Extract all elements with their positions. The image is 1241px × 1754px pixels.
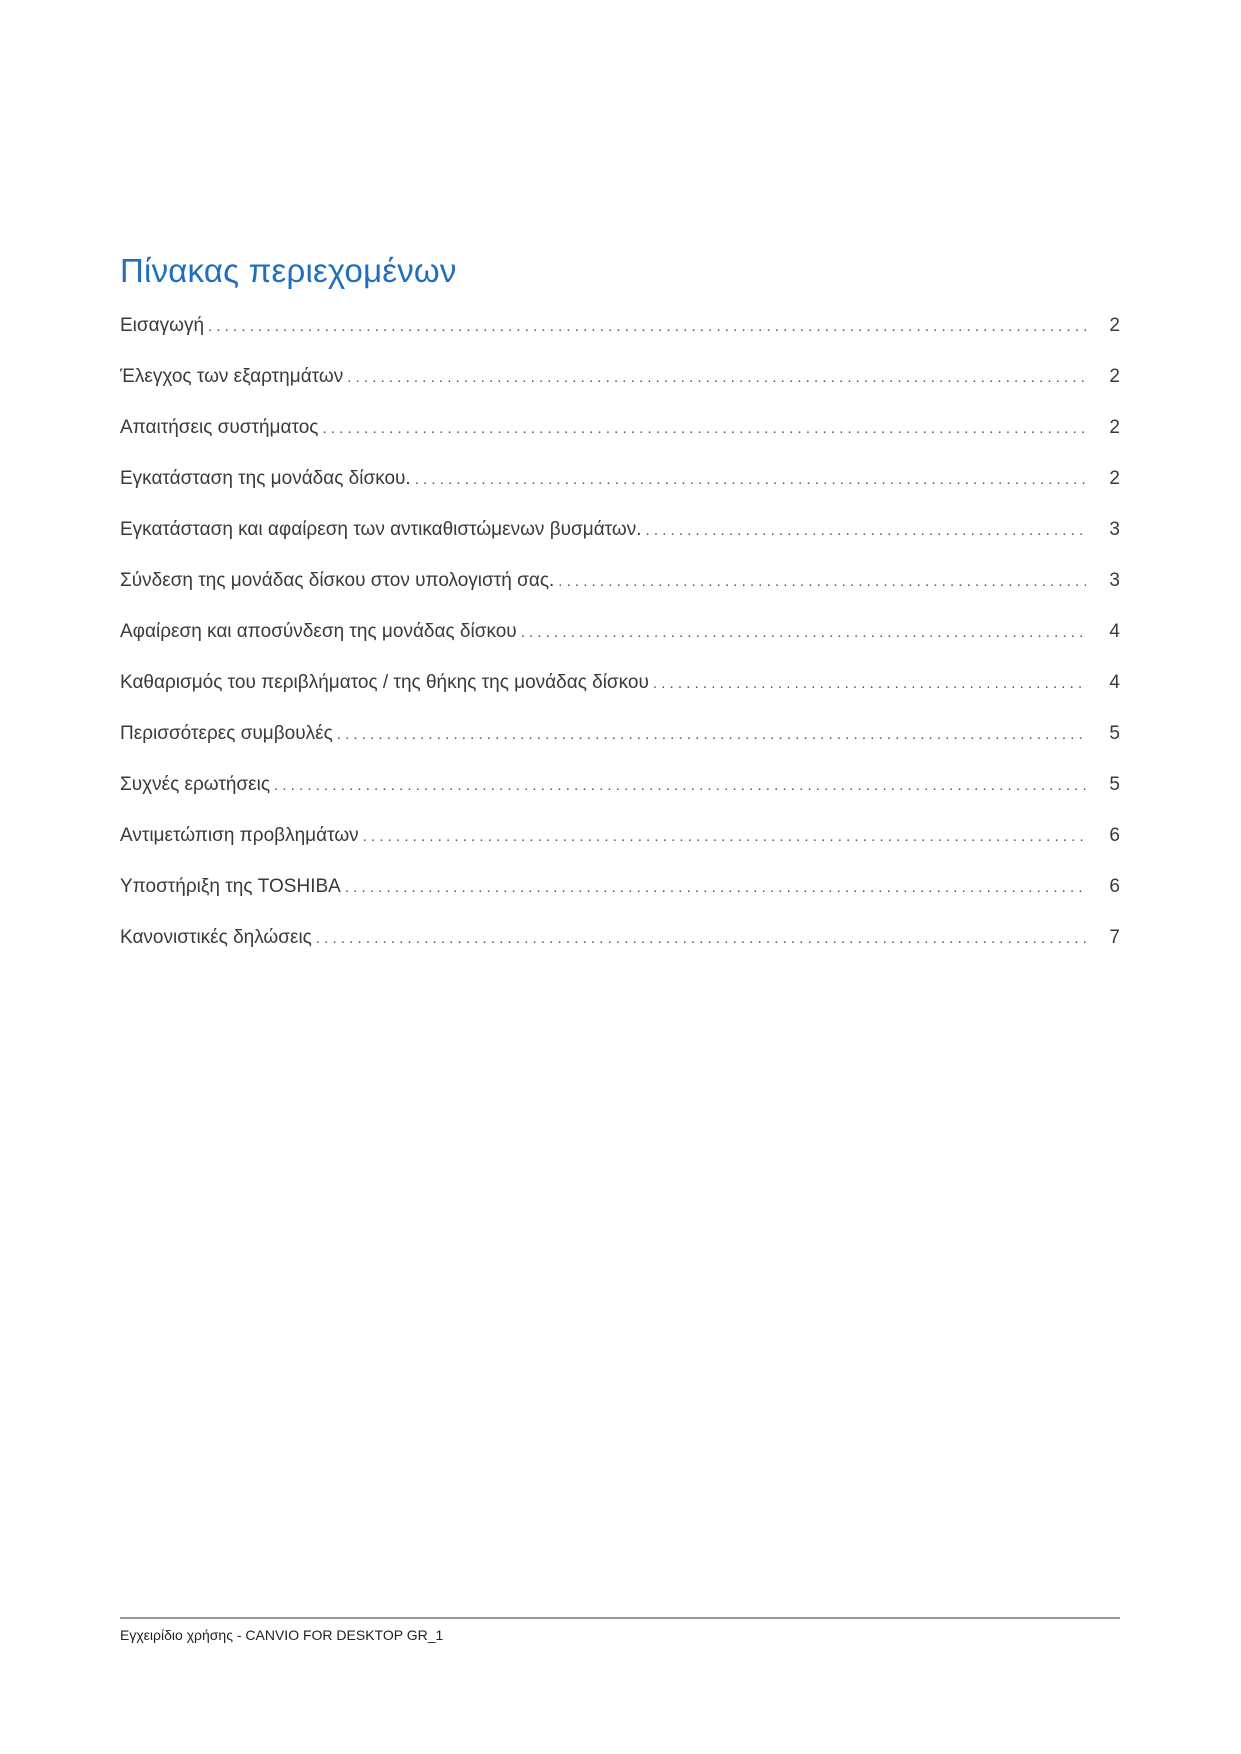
- toc-page-number: 4: [1109, 621, 1120, 642]
- toc-entry-label: Σύνδεση της μονάδας δίσκου στον υπολογιστή σας.: [120, 570, 555, 591]
- toc-dot-leader: [347, 369, 1086, 386]
- toc-page-number: 2: [1109, 366, 1120, 387]
- toc-page-number: 6: [1109, 876, 1120, 897]
- toc-dot-leader: [337, 726, 1086, 743]
- toc-entry-check-components[interactable]: [120, 366, 1120, 417]
- toc-entry-toshiba-support[interactable]: [120, 876, 1120, 927]
- toc-entry-label: Αφαίρεση και αποσύνδεση της μονάδας δίσκου: [120, 621, 517, 642]
- toc-entry-label: Εισαγωγή: [120, 315, 205, 336]
- toc-entry-introduction[interactable]: [120, 315, 1120, 366]
- toc-page-number: 3: [1109, 570, 1120, 591]
- toc-entry-cleaning[interactable]: [120, 672, 1120, 723]
- page-title: Πίνακας περιεχομένων: [120, 252, 457, 289]
- toc-entry-label: Αντιμετώπιση προβλημάτων: [120, 825, 359, 846]
- toc-dot-leader: [208, 318, 1086, 335]
- toc-entry-more-tips[interactable]: [120, 723, 1120, 774]
- toc-entry-label: Έλεγχος των εξαρτημάτων: [120, 366, 344, 387]
- toc-entry-drive-installation[interactable]: [120, 468, 1120, 519]
- toc-page-number: 2: [1109, 315, 1120, 336]
- toc-dot-leader: [322, 420, 1086, 437]
- toc-page-number: 5: [1109, 774, 1120, 795]
- toc-page-number: 6: [1109, 825, 1120, 846]
- toc-entry-regulatory[interactable]: [120, 927, 1120, 978]
- toc-page-number: 2: [1109, 468, 1120, 489]
- toc-entry-label: Υποστήριξη της TOSHIBA: [120, 876, 341, 897]
- toc-dot-leader: [316, 930, 1086, 947]
- toc-entry-troubleshooting[interactable]: [120, 825, 1120, 876]
- toc-page-number: 3: [1109, 519, 1120, 540]
- toc-page-number: 7: [1109, 927, 1120, 948]
- toc-dot-leader: [646, 522, 1086, 539]
- toc-entry-system-requirements[interactable]: [120, 417, 1120, 468]
- toc-entry-faq[interactable]: [120, 774, 1120, 825]
- toc-entry-label: Απαιτήσεις συστήματος: [120, 417, 319, 438]
- toc-entry-label: Κανονιστικές δηλώσεις: [120, 927, 312, 948]
- toc-dot-leader: [653, 675, 1086, 692]
- toc-page-number: 2: [1109, 417, 1120, 438]
- footer-divider: [120, 1617, 1120, 1619]
- footer-text: Εγχειρίδιο χρήσης - CANVIO FOR DESKTOP GR_1: [120, 1627, 444, 1643]
- toc-entry-label: Συχνές ερωτήσεις: [120, 774, 271, 795]
- toc-entry-label: Εγκατάσταση της μονάδας δίσκου.: [120, 468, 411, 489]
- toc-dot-leader: [345, 879, 1086, 896]
- toc-page-number: 5: [1109, 723, 1120, 744]
- toc-dot-leader: [363, 828, 1086, 845]
- toc-entry-label: Εγκατάσταση και αφαίρεση των αντικαθιστώμενων βυσμάτων.: [120, 519, 642, 540]
- toc-entry-plug-installation[interactable]: [120, 519, 1120, 570]
- toc-entry-connect-drive[interactable]: [120, 570, 1120, 621]
- toc-dot-leader: [274, 777, 1086, 794]
- toc-dot-leader: [521, 624, 1086, 641]
- toc-entry-remove-drive[interactable]: [120, 621, 1120, 672]
- toc-dot-leader: [415, 471, 1086, 488]
- toc-entry-label: Καθαρισμός του περιβλήματος / της θήκης της μονάδας δίσκου: [120, 672, 649, 693]
- toc-entry-label: Περισσότερες συμβουλές: [120, 723, 333, 744]
- toc-page-number: 4: [1109, 672, 1120, 693]
- toc-dot-leader: [558, 573, 1086, 590]
- table-of-contents: [120, 315, 1120, 978]
